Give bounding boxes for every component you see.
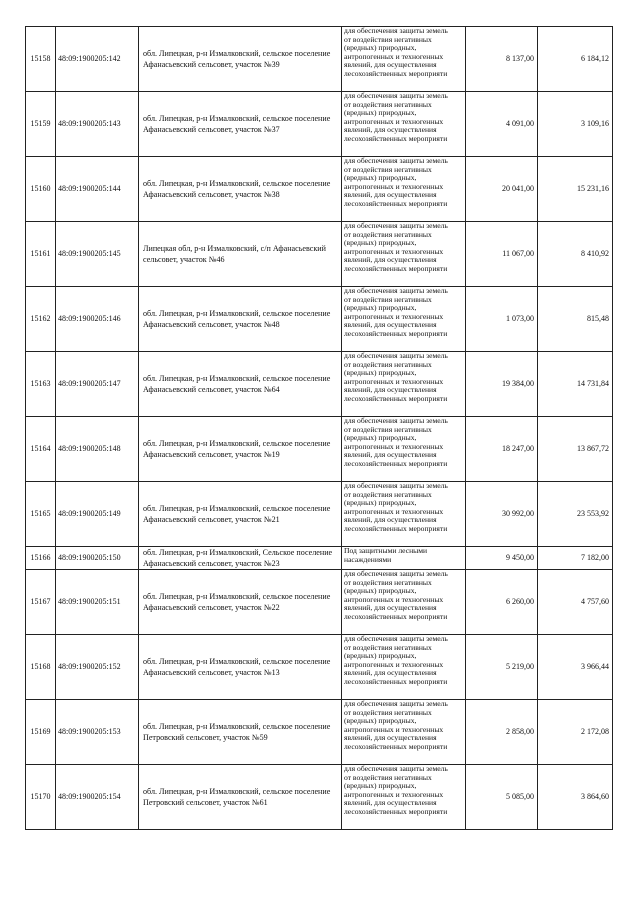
area-cell: 5 085,00 [466, 765, 538, 830]
purpose-line: (вредных) природных, [344, 716, 417, 726]
cadastral-number-cell: 48:09:1900205:150 [56, 547, 139, 570]
cadastral-number-cell: 48:09:1900205:146 [56, 287, 139, 352]
table-body [26, 27, 613, 830]
purpose-line: (вредных) природных, [344, 433, 417, 443]
purpose-line: (вредных) природных, [344, 43, 417, 53]
value-cell: 23 553,92 [538, 482, 613, 547]
purpose-cell [342, 482, 466, 547]
purpose-line: для обеспечения защиты земель [344, 221, 448, 230]
purpose-line: явлений, для осуществления [344, 515, 437, 525]
purpose-line: антропогенных и техногенных [344, 51, 444, 61]
cadastral-number-cell: 48:09:1900205:149 [56, 482, 139, 547]
cadastral-number-cell: 48:09:1900205:143 [56, 92, 139, 157]
purpose-cell [342, 92, 466, 157]
purpose-line: от воздействия негативных [344, 99, 432, 109]
purpose-line: явлений, для осуществления [344, 668, 437, 678]
purpose-line: (вредных) природных, [344, 368, 417, 378]
purpose-line: явлений, для осуществления [344, 190, 437, 200]
purpose-cell [342, 547, 466, 570]
address-cell: обл. Липецкая, р-н Измалковский, сельское поселение Афанасьевский сельсовет, участок №21 [139, 482, 342, 547]
purpose-line: лесохозяйственных мероприяти [344, 68, 448, 78]
purpose-line: от воздействия негативных [344, 577, 432, 587]
row-number-cell: 15170 [26, 765, 56, 830]
row-number-cell: 15169 [26, 700, 56, 765]
purpose-line: (вредных) природных, [344, 108, 417, 118]
purpose-line: лесохозяйственных мероприяти [344, 523, 448, 533]
cadastral-number-cell: 48:09:1900205:154 [56, 765, 139, 830]
table-row [26, 635, 613, 700]
address-cell: обл. Липецкая, р-н Измалковский, сельское поселение Афанасьевский сельсовет, участок №19 [139, 417, 342, 482]
value-cell: 14 731,84 [538, 352, 613, 417]
area-cell: 2 858,00 [466, 700, 538, 765]
value-cell: 3 864,60 [538, 765, 613, 830]
purpose-line: (вредных) природных, [344, 303, 417, 313]
purpose-line: антропогенных и техногенных [344, 311, 444, 321]
address-cell: обл. Липецкая, р-н Измалковский, Сельское поселение Афанасьевский сельсовет, участок №23 [139, 547, 342, 570]
purpose-line: от воздействия негативных [344, 707, 432, 717]
purpose-line: антропогенных и техногенных [344, 441, 444, 451]
purpose-line: для обеспечения защиты земель [344, 286, 448, 295]
purpose-line: лесохозяйственных мероприяти [344, 133, 448, 143]
purpose-line: лесохозяйственных мероприяти [344, 806, 448, 816]
purpose-line: от воздействия негативных [344, 359, 432, 369]
purpose-cell [342, 352, 466, 417]
value-cell: 8 410,92 [538, 222, 613, 287]
table-row [26, 570, 613, 635]
land-plots-table [25, 26, 613, 830]
purpose-line: антропогенных и техногенных [344, 116, 444, 126]
purpose-line: лесохозяйственных мероприяти [344, 741, 448, 751]
value-cell: 3 109,16 [538, 92, 613, 157]
purpose-line: лесохозяйственных мероприяти [344, 263, 448, 273]
cadastral-number-cell: 48:09:1900205:142 [56, 27, 139, 92]
purpose-cell [342, 635, 466, 700]
purpose-line: явлений, для осуществления [344, 385, 437, 395]
purpose-line: явлений, для осуществления [344, 733, 437, 743]
table-row [26, 222, 613, 287]
area-cell: 8 137,00 [466, 27, 538, 92]
address-cell: обл. Липецкая, р-н Измалковский, сельское поселение Афанасьевский сельсовет, участок №37 [139, 92, 342, 157]
address-cell: обл. Липецкая, р-н Измалковский, сельское поселение Афанасьевский сельсовет, участок №39 [139, 27, 342, 92]
purpose-line: (вредных) природных, [344, 173, 417, 183]
purpose-line: от воздействия негативных [344, 229, 432, 239]
purpose-cell [342, 417, 466, 482]
purpose-line: для обеспечения защиты земель [344, 699, 448, 708]
row-number-cell: 15166 [26, 547, 56, 570]
purpose-line: для обеспечения защиты земель [344, 481, 448, 490]
purpose-line: от воздействия негативных [344, 34, 432, 44]
row-number-cell: 15158 [26, 27, 56, 92]
purpose-cell [342, 570, 466, 635]
purpose-line: антропогенных и техногенных [344, 181, 444, 191]
table-row [26, 700, 613, 765]
area-cell: 5 219,00 [466, 635, 538, 700]
purpose-line: лесохозяйственных мероприяти [344, 458, 448, 468]
purpose-line: насаждениями [344, 554, 392, 564]
address-cell: обл. Липецкая, р-н Измалковский, сельское поселение Афанасьевский сельсовет, участок №22 [139, 570, 342, 635]
purpose-line: от воздействия негативных [344, 294, 432, 304]
area-cell: 11 067,00 [466, 222, 538, 287]
area-cell: 4 091,00 [466, 92, 538, 157]
purpose-cell [342, 287, 466, 352]
area-cell: 19 384,00 [466, 352, 538, 417]
table-row [26, 92, 613, 157]
row-number-cell: 15159 [26, 92, 56, 157]
area-cell: 18 247,00 [466, 417, 538, 482]
purpose-line: антропогенных и техногенных [344, 594, 444, 604]
area-cell: 1 073,00 [466, 287, 538, 352]
table-row [26, 482, 613, 547]
purpose-line: антропогенных и техногенных [344, 724, 444, 734]
value-cell: 3 966,44 [538, 635, 613, 700]
purpose-line: антропогенных и техногенных [344, 506, 444, 516]
row-number-cell: 15163 [26, 352, 56, 417]
cadastral-number-cell: 48:09:1900205:151 [56, 570, 139, 635]
purpose-line: явлений, для осуществления [344, 798, 437, 808]
address-cell: обл. Липецкая, р-н Измалковский, сельское поселение Афанасьевский сельсовет, участок №64 [139, 352, 342, 417]
purpose-line: явлений, для осуществления [344, 125, 437, 135]
purpose-line: для обеспечения защиты земель [344, 156, 448, 165]
purpose-line: антропогенных и техногенных [344, 789, 444, 799]
purpose-line: (вредных) природных, [344, 238, 417, 248]
cadastral-number-cell: 48:09:1900205:147 [56, 352, 139, 417]
table-row [26, 352, 613, 417]
purpose-line: лесохозяйственных мероприяти [344, 676, 448, 686]
document-page [25, 26, 612, 830]
row-number-cell: 15162 [26, 287, 56, 352]
address-cell: Липецкая обл, р-н Измалковский, с/п Афанасьевский сельсовет, участок №46 [139, 222, 342, 287]
purpose-line: от воздействия негативных [344, 164, 432, 174]
row-number-cell: 15168 [26, 635, 56, 700]
purpose-line: для обеспечения защиты земель [344, 634, 448, 643]
purpose-line: Под защитными лесными [344, 546, 428, 555]
purpose-cell [342, 27, 466, 92]
area-cell: 6 260,00 [466, 570, 538, 635]
purpose-line: (вредных) природных, [344, 781, 417, 791]
purpose-line: лесохозяйственных мероприяти [344, 611, 448, 621]
purpose-line: (вредных) природных, [344, 498, 417, 508]
purpose-line: явлений, для осуществления [344, 450, 437, 460]
purpose-cell [342, 157, 466, 222]
purpose-line: для обеспечения защиты земель [344, 569, 448, 578]
purpose-line: лесохозяйственных мероприяти [344, 393, 448, 403]
row-number-cell: 15167 [26, 570, 56, 635]
address-cell: обл. Липецкая, р-н Измалковский, сельское поселение Афанасьевский сельсовет, участок №48 [139, 287, 342, 352]
address-cell: обл. Липецкая, р-н Измалковский, сельское поселение Афанасьевский сельсовет, участок №13 [139, 635, 342, 700]
value-cell: 815,48 [538, 287, 613, 352]
purpose-line: антропогенных и техногенных [344, 376, 444, 386]
address-cell: обл. Липецкая, р-н Измалковский, сельское поселение Петровский сельсовет, участок №61 [139, 765, 342, 830]
value-cell: 7 182,00 [538, 547, 613, 570]
value-cell: 2 172,08 [538, 700, 613, 765]
purpose-line: лесохозяйственных мероприяти [344, 328, 448, 338]
table-row [26, 287, 613, 352]
row-number-cell: 15165 [26, 482, 56, 547]
purpose-line: от воздействия негативных [344, 642, 432, 652]
area-cell: 9 450,00 [466, 547, 538, 570]
cadastral-number-cell: 48:09:1900205:148 [56, 417, 139, 482]
cadastral-number-cell: 48:09:1900205:153 [56, 700, 139, 765]
purpose-line: явлений, для осуществления [344, 255, 437, 265]
table-row [26, 417, 613, 482]
row-number-cell: 15164 [26, 417, 56, 482]
purpose-line: для обеспечения защиты земель [344, 416, 448, 425]
value-cell: 15 231,16 [538, 157, 613, 222]
purpose-line: антропогенных и техногенных [344, 246, 444, 256]
purpose-line: явлений, для осуществления [344, 60, 437, 70]
table-row [26, 765, 613, 830]
purpose-line: (вредных) природных, [344, 651, 417, 661]
area-cell: 20 041,00 [466, 157, 538, 222]
table-row [26, 547, 613, 570]
purpose-line: явлений, для осуществления [344, 603, 437, 613]
table-row [26, 27, 613, 92]
purpose-line: для обеспечения защиты земель [344, 91, 448, 100]
address-cell: обл. Липецкая, р-н Измалковский, сельское поселение Афанасьевский сельсовет, участок №38 [139, 157, 342, 222]
row-number-cell: 15160 [26, 157, 56, 222]
value-cell: 4 757,60 [538, 570, 613, 635]
purpose-line: явлений, для осуществления [344, 320, 437, 330]
table-row [26, 157, 613, 222]
purpose-line: (вредных) природных, [344, 586, 417, 596]
purpose-line: от воздействия негативных [344, 772, 432, 782]
area-cell: 30 992,00 [466, 482, 538, 547]
cadastral-number-cell: 48:09:1900205:152 [56, 635, 139, 700]
purpose-cell [342, 700, 466, 765]
purpose-line: от воздействия негативных [344, 489, 432, 499]
purpose-line: для обеспечения защиты земель [344, 764, 448, 773]
cadastral-number-cell: 48:09:1900205:145 [56, 222, 139, 287]
purpose-line: антропогенных и техногенных [344, 659, 444, 669]
value-cell: 6 184,12 [538, 27, 613, 92]
purpose-line: лесохозяйственных мероприяти [344, 198, 448, 208]
address-cell: обл. Липецкая, р-н Измалковский, сельское поселение Петровский сельсовет, участок №59 [139, 700, 342, 765]
cadastral-number-cell: 48:09:1900205:144 [56, 157, 139, 222]
value-cell: 13 867,72 [538, 417, 613, 482]
purpose-line: от воздействия негативных [344, 424, 432, 434]
purpose-cell [342, 222, 466, 287]
row-number-cell: 15161 [26, 222, 56, 287]
purpose-line: для обеспечения защиты земель [344, 351, 448, 360]
purpose-cell [342, 765, 466, 830]
purpose-line: для обеспечения защиты земель [344, 26, 448, 35]
